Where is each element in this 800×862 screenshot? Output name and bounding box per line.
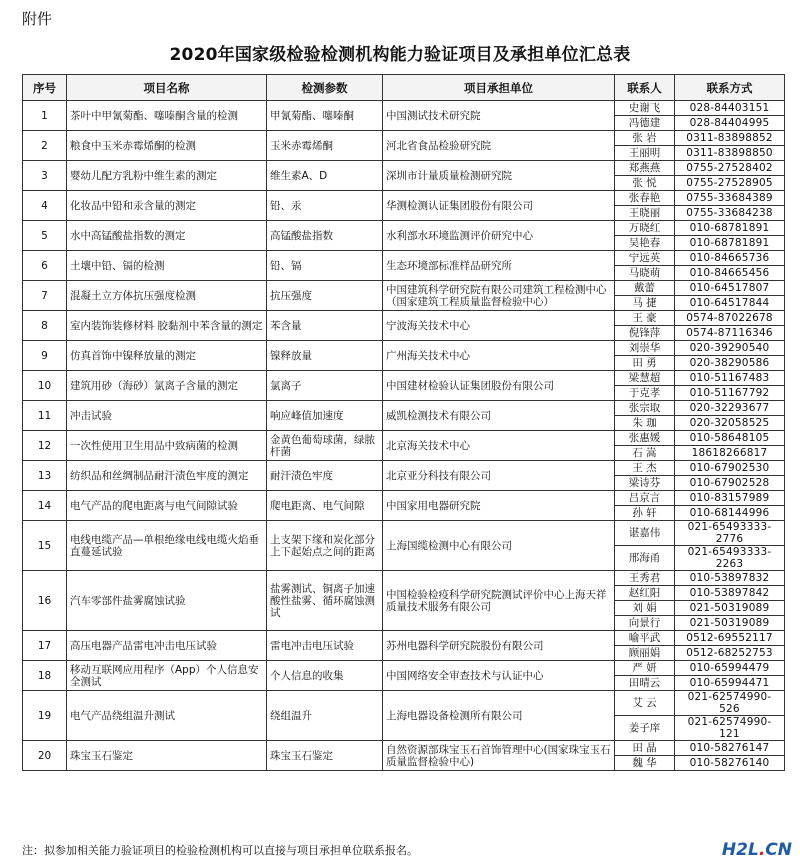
cell-no: 7 (23, 281, 67, 311)
cell-project-name: 纺织品和丝绸制品耐汗渍色牢度的测定 (67, 461, 267, 491)
page-title: 2020年国家级检验检测机构能力验证项目及承担单位汇总表 (169, 45, 631, 65)
cell-contact-phone: 010-64517807 (675, 281, 785, 296)
cell-contact-person: 严 妍 (615, 661, 675, 676)
table-row (23, 521, 785, 546)
cell-contact-phone: 010-68781891 (675, 236, 785, 251)
cell-unit: 威凯检测技术有限公司 (383, 401, 615, 431)
table-row (23, 371, 785, 386)
cell-contact-phone: 020-32058525 (675, 416, 785, 431)
header-contact: 联系人 (615, 75, 675, 101)
cell-param: 爬电距离、电气间隙 (267, 491, 383, 521)
cell-param: 盐雾测试、铜离子加速酸性盐雾、循环腐蚀测试 (267, 571, 383, 631)
cell-project-name: 茶叶中甲氰菊酯、噻嗪酮含量的检测 (67, 101, 267, 131)
cell-contact-phone: 028-84404995 (675, 116, 785, 131)
table-row (23, 461, 785, 476)
cell-contact-phone: 0512-68252753 (675, 646, 785, 661)
cell-project-name: 珠宝玉石鉴定 (67, 741, 267, 771)
cell-project-name: 电线电缆产品—单根绝缘电线电缆火焰垂直蔓延试验 (67, 521, 267, 571)
cell-contact-phone: 010-53897832 (675, 571, 785, 586)
table-row (23, 281, 785, 296)
cell-contact-phone: 010-58276140 (675, 756, 785, 771)
cell-contact-person: 田晴云 (615, 676, 675, 691)
cell-contact-person: 张 悦 (615, 176, 675, 191)
cell-param: 上支架下缘和炭化部分上下起始点之间的距离 (267, 521, 383, 571)
cell-contact-phone: 0574-87022678 (675, 311, 785, 326)
cell-contact-phone: 18618266817 (675, 446, 785, 461)
cell-contact-person: 向景行 (615, 616, 675, 631)
watermark-right: CN (765, 840, 792, 860)
cell-contact-person: 吴艳春 (615, 236, 675, 251)
cell-contact-person: 王 杰 (615, 461, 675, 476)
cell-param: 耐汗渍色牢度 (267, 461, 383, 491)
table-body (23, 101, 785, 771)
cell-contact-phone: 010-83157989 (675, 491, 785, 506)
cell-no: 20 (23, 741, 67, 771)
cell-contact-phone: 021-62574990-121 (675, 716, 785, 741)
cell-param: 甲氰菊酯、噻嗪酮 (267, 101, 383, 131)
cell-project-name: 粮食中玉米赤霉烯酮的检测 (67, 131, 267, 161)
header-unit: 项目承担单位 (383, 75, 615, 101)
cell-contact-person: 朱 珈 (615, 416, 675, 431)
cell-project-name: 婴幼儿配方乳粉中维生素的测定 (67, 161, 267, 191)
cell-no: 13 (23, 461, 67, 491)
cell-contact-person: 倪锋萍 (615, 326, 675, 341)
cell-contact-person: 宁远英 (615, 251, 675, 266)
cell-contact-person: 张春艳 (615, 191, 675, 206)
cell-param: 雷电冲击电压试验 (267, 631, 383, 661)
cell-project-name: 一次性使用卫生用品中致病菌的检测 (67, 431, 267, 461)
cell-unit: 苏州电器科学研究院股份有限公司 (383, 631, 615, 661)
cell-contact-phone: 010-53897842 (675, 586, 785, 601)
cell-contact-person: 刘崇华 (615, 341, 675, 356)
cell-unit: 河北省食品检验研究院 (383, 131, 615, 161)
cell-no: 12 (23, 431, 67, 461)
cell-contact-person: 王秀君 (615, 571, 675, 586)
cell-contact-person: 郑燕燕 (615, 161, 675, 176)
cell-unit: 广州海关技术中心 (383, 341, 615, 371)
cell-project-name: 室内装饰装修材料 胶黏剂中苯含量的测定 (67, 311, 267, 341)
cell-unit: 中国测试技术研究院 (383, 101, 615, 131)
cell-contact-phone: 010-67902530 (675, 461, 785, 476)
cell-unit: 宁波海关技术中心 (383, 311, 615, 341)
cell-contact-person: 孙 轩 (615, 506, 675, 521)
cell-contact-person: 田 勇 (615, 356, 675, 371)
cell-contact-phone: 020-38290586 (675, 356, 785, 371)
cell-contact-phone: 010-84665456 (675, 266, 785, 281)
cell-param: 抗压强度 (267, 281, 383, 311)
header-param: 检测参数 (267, 75, 383, 101)
cell-contact-phone: 020-32293677 (675, 401, 785, 416)
cell-contact-phone: 0755-27528905 (675, 176, 785, 191)
cell-contact-phone: 0574-87116346 (675, 326, 785, 341)
cell-project-name: 电气产品绕组温升测试 (67, 691, 267, 741)
cell-no: 2 (23, 131, 67, 161)
cell-project-name: 混凝土立方体抗压强度检测 (67, 281, 267, 311)
cell-no: 15 (23, 521, 67, 571)
header-name: 项目名称 (67, 75, 267, 101)
cell-contact-person: 万晓红 (615, 221, 675, 236)
header-no: 序号 (23, 75, 67, 101)
cell-contact-person: 史谢飞 (615, 101, 675, 116)
cell-contact-person: 王晓丽 (615, 206, 675, 221)
cell-unit: 北京亚分科技有限公司 (383, 461, 615, 491)
cell-contact-phone: 020-39290540 (675, 341, 785, 356)
cell-contact-phone: 0755-33684238 (675, 206, 785, 221)
table-row (23, 741, 785, 756)
cell-unit: 北京海关技术中心 (383, 431, 615, 461)
cell-unit: 中国家用电器研究院 (383, 491, 615, 521)
cell-contact-person: 艾 云 (615, 691, 675, 716)
table-row (23, 661, 785, 676)
header-phone: 联系方式 (675, 75, 785, 101)
cell-contact-phone: 010-65994479 (675, 661, 785, 676)
cell-project-name: 建筑用砂（海砂）氯离子含量的测定 (67, 371, 267, 401)
table-row (23, 191, 785, 206)
cell-contact-person: 田 晶 (615, 741, 675, 756)
cell-unit: 生态环境部标准样品研究所 (383, 251, 615, 281)
cell-contact-phone: 0755-27528402 (675, 161, 785, 176)
cell-contact-person: 张惠媛 (615, 431, 675, 446)
cell-param: 珠宝玉石鉴定 (267, 741, 383, 771)
cell-no: 6 (23, 251, 67, 281)
cell-contact-person: 喻平武 (615, 631, 675, 646)
cell-project-name: 仿真首饰中镍释放量的测定 (67, 341, 267, 371)
cell-contact-person: 张 岩 (615, 131, 675, 146)
cell-no: 16 (23, 571, 67, 631)
cell-param: 金黄色葡萄球菌，绿脓杆菌 (267, 431, 383, 461)
table-row (23, 491, 785, 506)
cell-unit: 上海电器设备检测所有限公司 (383, 691, 615, 741)
cell-param: 高锰酸盐指数 (267, 221, 383, 251)
cell-contact-person: 谌嘉伟 (615, 521, 675, 546)
cell-param: 玉米赤霉烯酮 (267, 131, 383, 161)
cell-contact-person: 王 豪 (615, 311, 675, 326)
cell-contact-phone: 021-65493333-2776 (675, 521, 785, 546)
cell-param: 维生素A、D (267, 161, 383, 191)
cell-contact-phone: 010-68781891 (675, 221, 785, 236)
cell-contact-phone: 0311-83898850 (675, 146, 785, 161)
cell-project-name: 汽车零部件盐雾腐蚀试验 (67, 571, 267, 631)
cell-contact-person: 马 捷 (615, 296, 675, 311)
cell-contact-person: 戴蕾 (615, 281, 675, 296)
table-header-row (23, 75, 785, 101)
cell-unit: 中国网络安全审查技术与认证中心 (383, 661, 615, 691)
cell-no: 1 (23, 101, 67, 131)
cell-unit: 中国建材检验认证集团股份有限公司 (383, 371, 615, 401)
cell-no: 4 (23, 191, 67, 221)
cell-no: 14 (23, 491, 67, 521)
cell-contact-phone: 010-67902528 (675, 476, 785, 491)
cell-unit: 中国检验检疫科学研究院测试评价中心上海天祥质量技术服务有限公司 (383, 571, 615, 631)
watermark-logo (722, 840, 792, 860)
cell-project-name: 移动互联网应用程序（App）个人信息安全测试 (67, 661, 267, 691)
cell-contact-person: 冯德建 (615, 116, 675, 131)
table-row (23, 691, 785, 716)
summary-table (22, 74, 785, 771)
cell-param: 苯含量 (267, 311, 383, 341)
cell-contact-person: 邢海甬 (615, 546, 675, 571)
cell-project-name: 化妆品中铅和汞含量的测定 (67, 191, 267, 221)
cell-no: 19 (23, 691, 67, 741)
cell-no: 11 (23, 401, 67, 431)
cell-param: 镍释放量 (267, 341, 383, 371)
cell-no: 10 (23, 371, 67, 401)
cell-contact-phone: 021-65493333-2263 (675, 546, 785, 571)
table-row (23, 431, 785, 446)
cell-no: 18 (23, 661, 67, 691)
table-row (23, 311, 785, 326)
cell-param: 响应峰值加速度 (267, 401, 383, 431)
cell-contact-phone: 0755-33684389 (675, 191, 785, 206)
cell-contact-person: 梁慧超 (615, 371, 675, 386)
cell-no: 17 (23, 631, 67, 661)
table-row (23, 571, 785, 586)
attachment-label: 附件 (22, 10, 53, 28)
cell-contact-person: 刘 娟 (615, 601, 675, 616)
cell-project-name: 水中高锰酸盐指数的测定 (67, 221, 267, 251)
cell-unit: 深圳市计量质量检测研究院 (383, 161, 615, 191)
cell-contact-person: 梁诗芬 (615, 476, 675, 491)
cell-contact-phone: 010-51167792 (675, 386, 785, 401)
cell-unit: 中国建筑科学研究院有限公司建筑工程检测中心（国家建筑工程质量监督检验中心） (383, 281, 615, 311)
cell-contact-phone: 021-50319089 (675, 601, 785, 616)
cell-contact-person: 魏 华 (615, 756, 675, 771)
cell-contact-person: 张宗取 (615, 401, 675, 416)
cell-unit: 自然资源部珠宝玉石首饰管理中心(国家珠宝玉石质量监督检验中心) (383, 741, 615, 771)
table-row (23, 161, 785, 176)
cell-contact-person: 王丽明 (615, 146, 675, 161)
cell-project-name: 土壤中铅、镉的检测 (67, 251, 267, 281)
cell-no: 3 (23, 161, 67, 191)
cell-project-name: 电气产品的爬电距离与电气间隙试验 (67, 491, 267, 521)
cell-param: 绕组温升 (267, 691, 383, 741)
table-row (23, 101, 785, 116)
cell-param: 氯离子 (267, 371, 383, 401)
cell-contact-phone: 021-50319089 (675, 616, 785, 631)
cell-contact-phone: 010-68144996 (675, 506, 785, 521)
cell-no: 8 (23, 311, 67, 341)
cell-contact-person: 马晓萌 (615, 266, 675, 281)
cell-contact-person: 石 嵩 (615, 446, 675, 461)
cell-contact-phone: 010-58648105 (675, 431, 785, 446)
cell-contact-person: 顾丽娟 (615, 646, 675, 661)
table-row (23, 131, 785, 146)
cell-contact-phone: 010-58276147 (675, 741, 785, 756)
cell-unit: 上海国缆检测中心有限公司 (383, 521, 615, 571)
cell-no: 9 (23, 341, 67, 371)
cell-no: 5 (23, 221, 67, 251)
cell-project-name: 高压电器产品雷电冲击电压试验 (67, 631, 267, 661)
cell-contact-phone: 0311-83898852 (675, 131, 785, 146)
table-row (23, 401, 785, 416)
watermark-left: H2L (721, 840, 759, 860)
cell-param: 个人信息的收集 (267, 661, 383, 691)
table-row (23, 631, 785, 646)
cell-contact-phone: 010-51167483 (675, 371, 785, 386)
cell-project-name: 冲击试验 (67, 401, 267, 431)
cell-contact-phone: 010-84665736 (675, 251, 785, 266)
cell-contact-phone: 021-62574990-526 (675, 691, 785, 716)
cell-contact-person: 吕京言 (615, 491, 675, 506)
cell-contact-phone: 028-84403151 (675, 101, 785, 116)
cell-contact-phone: 0512-69552117 (675, 631, 785, 646)
table-row (23, 341, 785, 356)
cell-contact-phone: 010-64517844 (675, 296, 785, 311)
cell-param: 铅、汞 (267, 191, 383, 221)
cell-unit: 水利部水环境监测评价研究中心 (383, 221, 615, 251)
cell-unit: 华测检测认证集团股份有限公司 (383, 191, 615, 221)
footnote: 注：拟参加相关能力验证项目的检验检测机构可以直接与项目承担单位联系报名。 (22, 844, 418, 857)
cell-contact-phone: 010-65994471 (675, 676, 785, 691)
cell-contact-person: 于克孝 (615, 386, 675, 401)
cell-contact-person: 姜子庠 (615, 716, 675, 741)
cell-param: 铅、镉 (267, 251, 383, 281)
watermark-dot: . (758, 840, 766, 860)
cell-contact-person: 赵红阳 (615, 586, 675, 601)
table-row (23, 221, 785, 236)
table-row (23, 251, 785, 266)
